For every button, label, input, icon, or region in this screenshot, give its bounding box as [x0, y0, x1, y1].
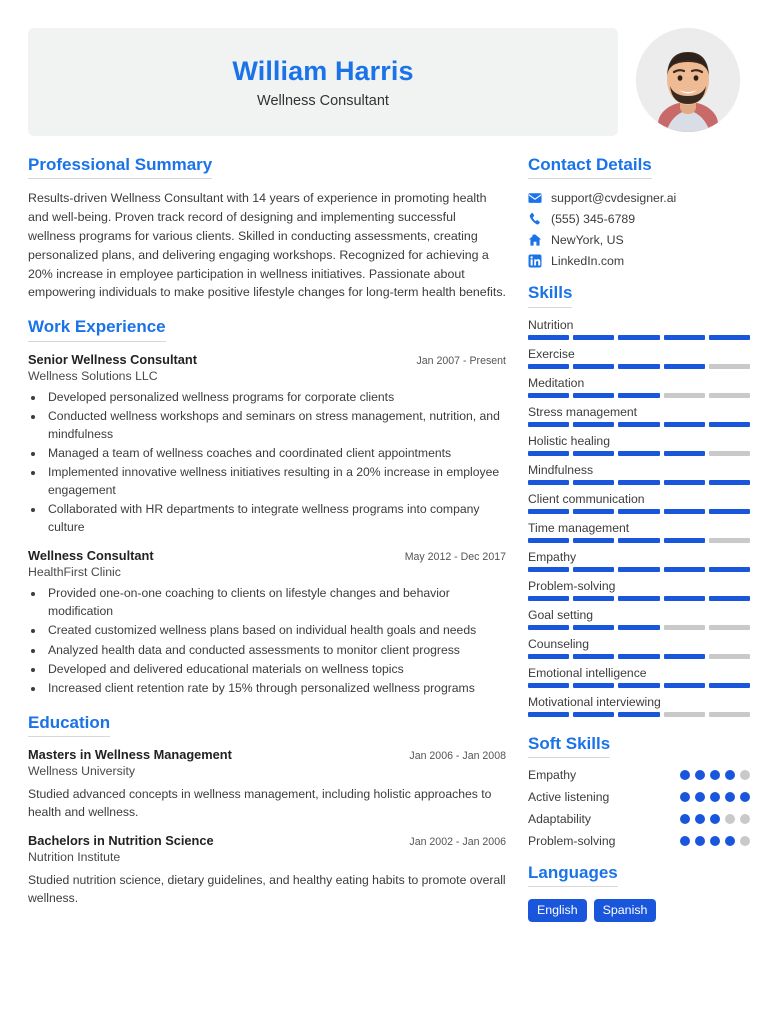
job-role: Senior Wellness Consultant — [28, 351, 197, 367]
contact-item[interactable] — [528, 233, 750, 247]
soft-skill-rating — [680, 792, 750, 802]
skill-bar-segment — [573, 596, 614, 601]
skill-bar-segment — [528, 335, 569, 340]
skill-bar-segment — [528, 683, 569, 688]
rating-dot — [740, 770, 750, 780]
skill-bar-segment — [709, 683, 750, 688]
skill-level-bar — [528, 596, 750, 601]
skill-label: Counseling — [528, 636, 589, 651]
skill-item — [528, 376, 750, 398]
rating-dot — [680, 792, 690, 802]
skill-bar-segment — [709, 625, 750, 630]
section-work-experience — [28, 316, 506, 698]
rating-dot — [695, 836, 705, 846]
name-panel — [28, 28, 618, 136]
rating-dot — [740, 814, 750, 824]
skill-bar-segment — [709, 509, 750, 514]
skill-bar-segment — [664, 625, 705, 630]
contact-item[interactable] — [528, 212, 750, 226]
skill-bar-segment — [573, 712, 614, 717]
skill-bar-segment — [528, 509, 569, 514]
list-item: • Managed a team of wellness coaches and coordinated client appointments — [45, 445, 506, 463]
responsibility-list — [45, 585, 506, 698]
rating-dot — [695, 770, 705, 780]
skill-bar-segment — [618, 364, 659, 369]
rating-dot — [710, 770, 720, 780]
section-title-languages: Languages — [528, 862, 618, 887]
skill-bar-segment — [664, 654, 705, 659]
skill-bar-segment — [573, 654, 614, 659]
skill-bar-segment — [664, 712, 705, 717]
rating-dot — [680, 814, 690, 824]
skill-bar-segment — [709, 712, 750, 717]
skill-bar-segment — [664, 538, 705, 543]
skill-bar-segment — [528, 538, 569, 543]
skill-label: Time management — [528, 520, 630, 535]
skill-item — [528, 405, 750, 427]
skill-bar-segment — [664, 509, 705, 514]
section-title-contact: Contact Details — [528, 154, 652, 179]
envelope-icon — [528, 191, 542, 205]
skill-level-bar — [528, 451, 750, 456]
job-role: Wellness Consultant — [28, 548, 154, 564]
skill-level-bar — [528, 393, 750, 398]
language-chip: English — [528, 899, 587, 922]
rating-dot — [695, 814, 705, 824]
skill-bar-segment — [618, 625, 659, 630]
skill-bar-segment — [709, 654, 750, 659]
degree-name: Bachelors in Nutrition Science — [28, 832, 214, 848]
skill-bar-segment — [709, 596, 750, 601]
skill-bar-segment — [664, 596, 705, 601]
rating-dot — [725, 814, 735, 824]
skill-bar-segment — [573, 538, 614, 543]
skill-level-bar — [528, 712, 750, 717]
rating-dot — [740, 792, 750, 802]
linkedin-icon — [528, 254, 542, 268]
skill-bar-segment — [618, 683, 659, 688]
contact-item[interactable] — [528, 254, 750, 268]
employer-name: HealthFirst Clinic — [28, 565, 121, 580]
skill-bar-segment — [573, 393, 614, 398]
section-education — [28, 712, 506, 907]
skill-bar-segment — [618, 393, 659, 398]
list-item: • Developed and delivered educational materials on wellness topics — [45, 661, 506, 679]
skill-bar-segment — [709, 422, 750, 427]
summary-text: Results-driven Wellness Consultant with 14 years of experience in promoting health and well-being. Proven track record of designing and implementing successful wellness programs for various clients. Skilled in conducting assessments, creating personalized plans, and delivering engaging workshops. Recognized for achieving a 20% increase in employee participation in wellness initiatives. Passionate about empowering individuals to make positive lifestyle changes for long-term health benefits. — [28, 191, 506, 300]
main-column — [28, 154, 506, 921]
skill-label: Stress management — [528, 404, 638, 419]
rating-dot — [725, 770, 735, 780]
skill-bar-segment — [618, 654, 659, 659]
skill-level-bar — [528, 509, 750, 514]
skill-bar-segment — [664, 683, 705, 688]
skill-bar-segment — [709, 364, 750, 369]
list-item: • Conducted wellness workshops and seminars on stress management, nutrition, and mindfulness — [45, 408, 506, 444]
entry-header — [28, 548, 506, 563]
skill-bar-segment — [528, 654, 569, 659]
rating-dot — [740, 836, 750, 846]
avatar — [636, 28, 740, 132]
skill-bar-segment — [528, 712, 569, 717]
section-contact-details — [528, 154, 750, 268]
skill-item — [528, 318, 750, 340]
education-description: Studied advanced concepts in wellness management, including holistic approaches to health and wellness. — [28, 787, 492, 820]
skill-bar-segment — [618, 451, 659, 456]
soft-skill-item — [528, 768, 750, 782]
list-item: • Analyzed health data and conducted assessments to monitor client progress — [45, 642, 506, 660]
skill-level-bar — [528, 335, 750, 340]
skill-bar-segment — [573, 451, 614, 456]
skill-bar-segment — [528, 480, 569, 485]
skill-bar-segment — [618, 480, 659, 485]
resume-body — [0, 136, 768, 936]
skill-bar-segment — [618, 567, 659, 572]
school-name: Wellness University — [28, 764, 136, 779]
skill-bar-segment — [618, 422, 659, 427]
skill-item — [528, 492, 750, 514]
list-item: • Implemented innovative wellness initiatives resulting in a 20% increase in employee engagement — [45, 464, 506, 500]
degree-name: Masters in Wellness Management — [28, 747, 232, 763]
education-list — [28, 747, 506, 907]
skill-level-bar — [528, 538, 750, 543]
contact-value: LinkedIn.com — [551, 254, 625, 269]
skill-item — [528, 550, 750, 572]
skill-bar-segment — [573, 567, 614, 572]
skill-bar-segment — [664, 393, 705, 398]
education-date-range: Jan 2002 - Jan 2006 — [409, 835, 506, 848]
rating-dot — [725, 836, 735, 846]
education-entry — [28, 833, 506, 908]
skill-label: Goal setting — [528, 607, 594, 622]
employer-name: Wellness Solutions LLC — [28, 368, 158, 383]
experience-list — [28, 352, 506, 698]
education-date-range: Jan 2006 - Jan 2008 — [409, 750, 506, 763]
skill-level-bar — [528, 567, 750, 572]
job-title: Wellness Consultant — [257, 93, 389, 110]
skill-bar-segment — [573, 625, 614, 630]
soft-skill-rating — [680, 770, 750, 780]
soft-skill-item — [528, 812, 750, 826]
soft-skill-label: Active listening — [528, 789, 610, 804]
skill-bar-segment — [664, 451, 705, 456]
language-chip: Spanish — [594, 899, 657, 922]
skill-label: Motivational interviewing — [528, 694, 661, 709]
skill-level-bar — [528, 654, 750, 659]
skill-level-bar — [528, 422, 750, 427]
skills-list — [528, 318, 750, 717]
skill-label: Client communication — [528, 491, 645, 506]
section-title-education: Education — [28, 712, 110, 737]
skill-bar-segment — [528, 422, 569, 427]
skill-bar-segment — [709, 451, 750, 456]
skill-level-bar — [528, 683, 750, 688]
skill-bar-segment — [664, 364, 705, 369]
skill-bar-segment — [709, 567, 750, 572]
skill-bar-segment — [664, 480, 705, 485]
list-item: • Collaborated with HR departments to integrate wellness programs into company culture — [45, 501, 506, 537]
skill-bar-segment — [528, 451, 569, 456]
job-date-range: Jan 2007 - Present — [416, 354, 506, 367]
rating-dot — [710, 836, 720, 846]
list-item: • Provided one-on-one coaching to clients on lifestyle changes and behavior modification — [45, 585, 506, 621]
skill-bar-segment — [709, 538, 750, 543]
section-languages — [528, 862, 750, 923]
skill-bar-segment — [664, 567, 705, 572]
skill-label: Mindfulness — [528, 462, 594, 477]
skill-label: Holistic healing — [528, 433, 610, 448]
skill-label: Nutrition — [528, 317, 574, 332]
sidebar-column — [528, 154, 750, 936]
skill-bar-segment — [709, 480, 750, 485]
skill-label: Problem-solving — [528, 578, 616, 593]
skill-bar-segment — [573, 509, 614, 514]
skill-bar-segment — [664, 422, 705, 427]
skill-item — [528, 463, 750, 485]
rating-dot — [680, 770, 690, 780]
skill-item — [528, 637, 750, 659]
skill-bar-segment — [618, 509, 659, 514]
section-professional-summary — [28, 154, 506, 302]
skill-bar-segment — [618, 538, 659, 543]
skill-bar-segment — [528, 596, 569, 601]
rating-dot — [680, 836, 690, 846]
skill-label: Empathy — [528, 549, 577, 564]
skill-level-bar — [528, 364, 750, 369]
skill-bar-segment — [573, 335, 614, 340]
skill-bar-segment — [573, 480, 614, 485]
skill-bar-segment — [618, 712, 659, 717]
skill-bar-segment — [618, 335, 659, 340]
list-item: • Increased client retention rate by 15% through personalized wellness programs — [45, 680, 506, 698]
list-item: • Developed personalized wellness programs for corporate clients — [45, 389, 506, 407]
experience-entry — [28, 352, 506, 538]
skill-bar-segment — [618, 596, 659, 601]
school-name: Nutrition Institute — [28, 849, 121, 864]
skill-label: Emotional intelligence — [528, 665, 647, 680]
entry-header — [28, 747, 506, 762]
contact-value: (555) 345-6789 — [551, 212, 636, 227]
skill-item — [528, 666, 750, 688]
home-icon — [528, 233, 542, 247]
rating-dot — [695, 792, 705, 802]
section-title-experience: Work Experience — [28, 316, 166, 341]
skill-label: Meditation — [528, 375, 585, 390]
skill-bar-segment — [709, 393, 750, 398]
soft-skill-item — [528, 834, 750, 848]
skill-item — [528, 521, 750, 543]
skill-item — [528, 579, 750, 601]
skill-bar-segment — [573, 683, 614, 688]
entry-header — [28, 352, 506, 367]
job-date-range: May 2012 - Dec 2017 — [404, 551, 506, 564]
section-title-skills: Skills — [528, 282, 572, 307]
contact-value: NewYork, US — [551, 233, 624, 248]
education-description: Studied nutrition science, dietary guidelines, and healthy eating habits to promote overall wellness. — [28, 872, 506, 906]
skill-bar-segment — [709, 335, 750, 340]
rating-dot — [710, 792, 720, 802]
phone-icon — [528, 212, 542, 226]
skill-bar-segment — [528, 567, 569, 572]
soft-skill-label: Empathy — [528, 767, 577, 782]
soft-skill-item — [528, 790, 750, 804]
section-skills — [528, 282, 750, 716]
page-title: William Harris — [232, 55, 414, 86]
list-item: • Created customized wellness plans based on individual health goals and needs — [45, 622, 506, 640]
skill-bar-segment — [664, 335, 705, 340]
skill-item — [528, 608, 750, 630]
skill-level-bar — [528, 625, 750, 630]
skill-item — [528, 434, 750, 456]
section-soft-skills — [528, 733, 750, 848]
experience-entry — [28, 548, 506, 698]
soft-skill-rating — [680, 814, 750, 824]
skill-bar-segment — [573, 422, 614, 427]
entry-header — [28, 833, 506, 848]
contact-value: support@cvdesigner.ai — [551, 191, 677, 206]
rating-dot — [725, 792, 735, 802]
rating-dot — [710, 814, 720, 824]
skill-bar-segment — [528, 393, 569, 398]
section-title-summary: Professional Summary — [28, 154, 212, 179]
soft-skill-rating — [680, 836, 750, 846]
responsibility-list — [45, 389, 506, 538]
education-entry — [28, 747, 506, 822]
skill-bar-segment — [573, 364, 614, 369]
contact-list — [528, 191, 750, 268]
section-title-soft-skills: Soft Skills — [528, 733, 610, 758]
contact-item[interactable] — [528, 191, 750, 205]
skill-level-bar — [528, 480, 750, 485]
soft-skills-list — [528, 768, 750, 848]
skill-bar-segment — [528, 364, 569, 369]
skill-label: Exercise — [528, 346, 575, 361]
soft-skill-label: Adaptability — [528, 811, 592, 826]
skill-bar-segment — [528, 625, 569, 630]
languages-list — [528, 899, 750, 922]
soft-skill-label: Problem-solving — [528, 833, 616, 848]
resume-header — [0, 0, 768, 136]
skill-item — [528, 695, 750, 717]
skill-item — [528, 347, 750, 369]
profile-photo-icon — [636, 28, 740, 132]
